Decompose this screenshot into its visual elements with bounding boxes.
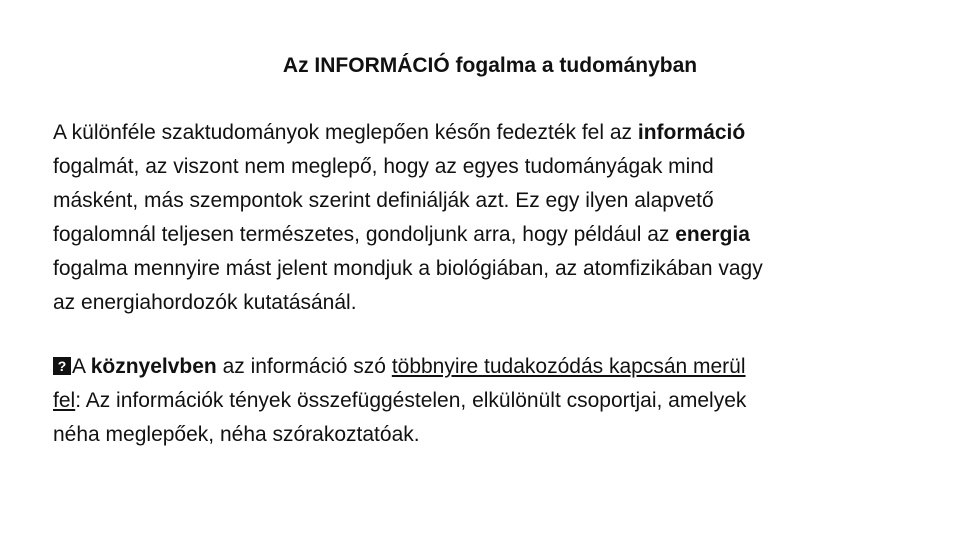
text-line: fogalmát, az viszont nem meglepő, hogy az egyes tudományágak mind	[53, 155, 714, 178]
text-line: az energiahordozók kutatásánál.	[53, 291, 357, 314]
paragraph-everyday-usage	[53, 350, 933, 452]
bold-term-energy: energia	[675, 223, 750, 246]
text-line	[53, 350, 933, 384]
text-run: : Az információk tények összefüggéstelen, elkülönült csoportjai, amelyek	[75, 389, 747, 412]
text-run: A különféle szaktudományok meglepően későn fedezték fel az	[53, 121, 638, 144]
text-run: az információ szó	[216, 355, 392, 378]
text-line: néha meglepőek, néha szórakoztatóak.	[53, 423, 420, 446]
bold-term-everyday-language: köznyelvben	[90, 355, 217, 378]
text-line: fogalma mennyire mást jelent mondjuk a biológiában, az atomfizikában vagy	[53, 257, 763, 280]
text-line: másként, más szempontok szerint definiálják azt. Ez egy ilyen alapvető	[53, 189, 714, 212]
bold-term-information: információ	[637, 121, 746, 144]
text-run: A	[72, 355, 91, 378]
underlined-phrase-end: fel	[53, 389, 76, 412]
paragraph-information-concept	[53, 116, 933, 320]
replacement-character-icon	[53, 357, 71, 375]
underlined-phrase: többnyire tudakozódás kapcsán merül	[391, 355, 746, 378]
text-line	[53, 116, 933, 150]
text-line	[53, 218, 933, 252]
text-run: fogalomnál teljesen természetes, gondoljunk arra, hogy például az	[53, 223, 676, 246]
slide-title: Az INFORMÁCIÓ fogalma a tudományban	[282, 54, 698, 77]
text-line	[53, 384, 933, 418]
